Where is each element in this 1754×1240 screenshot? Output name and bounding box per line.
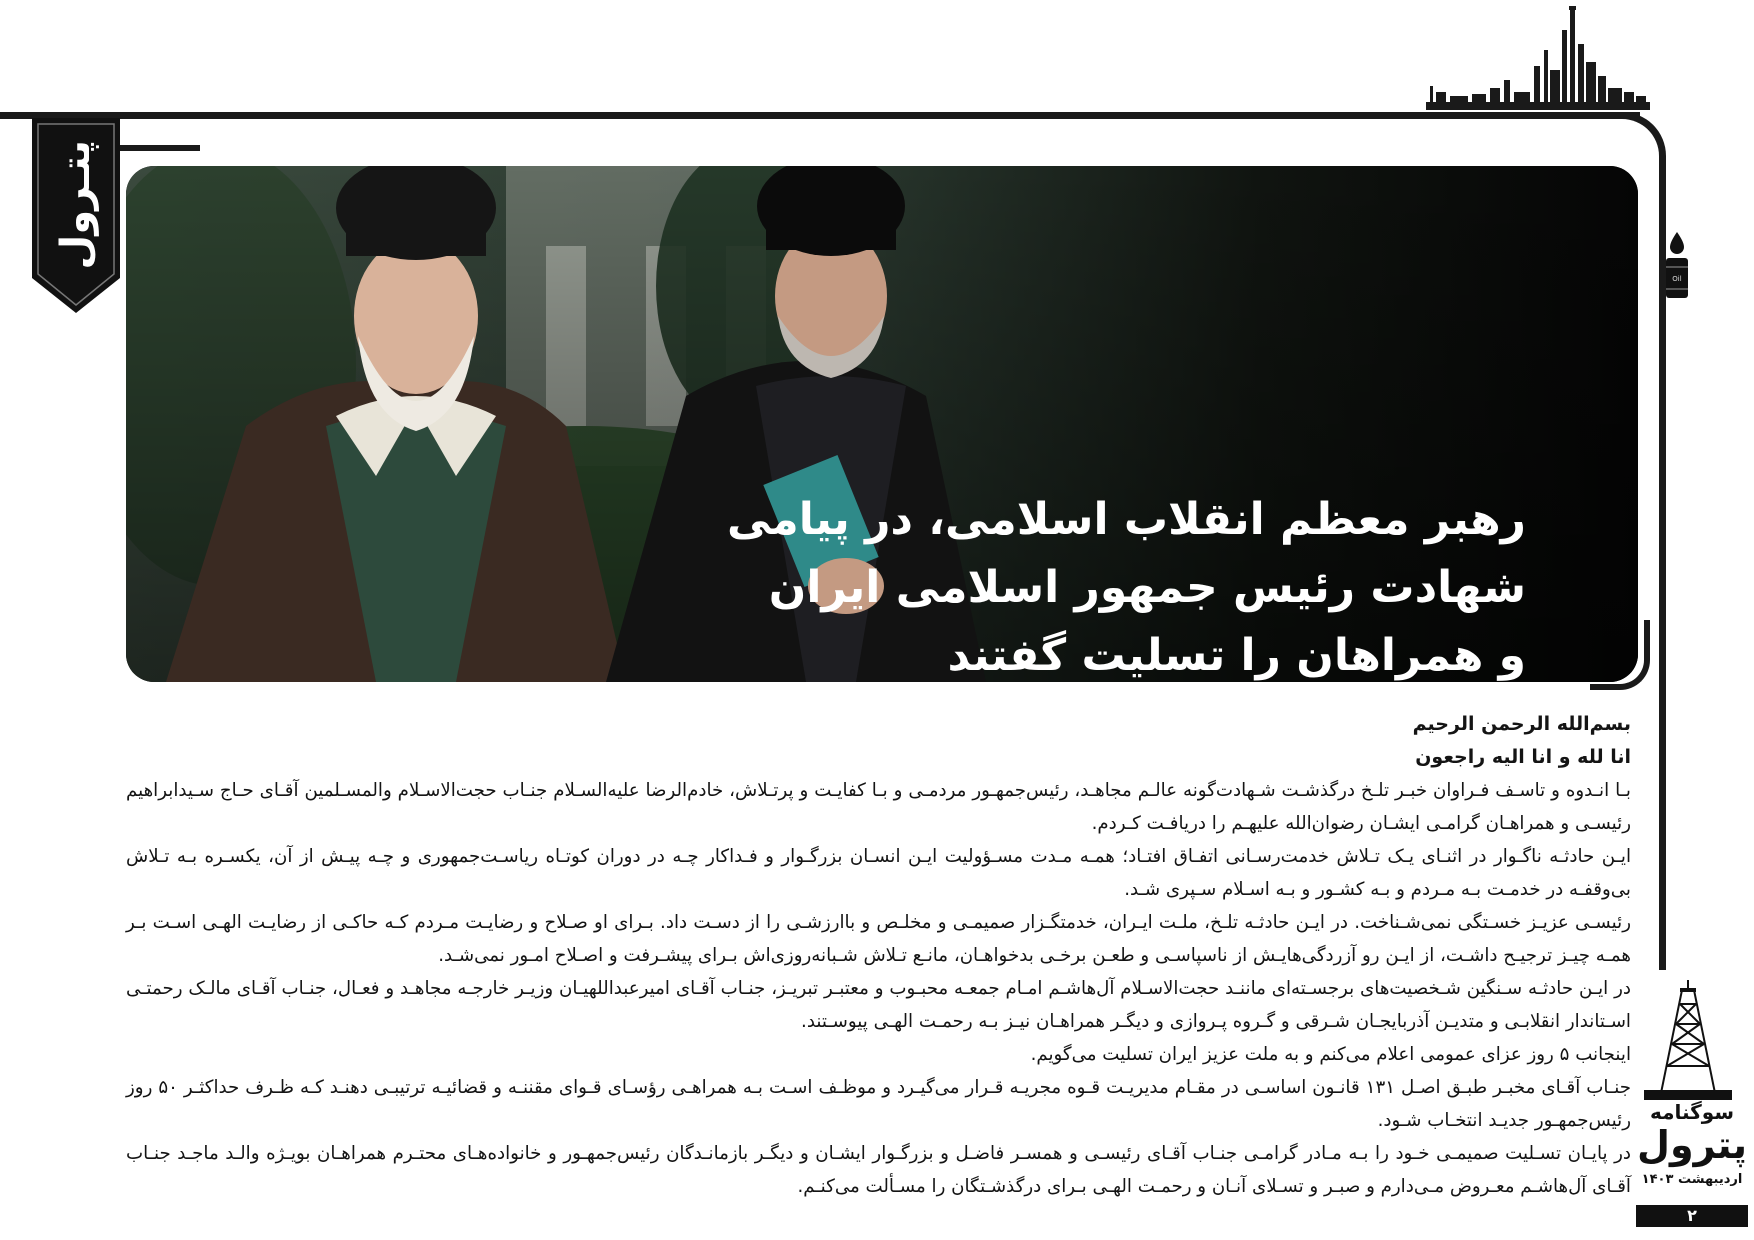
article-paragraph: جنـاب آقـای مخبـر طبـق اصـل ۱۳۱ قانـون اساسـی در مقـام مدیریـت قـوه مجریـه قـرار می‌گیـرد و موظـف اسـت بـه همراهـی رؤسـای قـوای مقننـه و قضائیـه ترتیبـی دهنـد کـه ظـرف حداکثـر ۵۰ روز رئیس‌جمهـور جدیـد انتخـاب شـود. [126,1077,1632,1131]
article-paragraph: ایـن حادثـه ناگـوار در اثنـای یـک تـلاش خدمت‌رسـانی اتفـاق افتـاد؛ همـه مـدت مسـؤولیت ایـن انسـان بزرگـوار و فـداکار چـه در دوران کوتـاه ریاسـت‌جمهوری و چـه پیـش از آن، یکسـره بـه تـلاش بی‌وقفـه در خدمـت بـه مـردم و بـه کشـور و بـه اسـلام سـپری شـد. [126,846,1631,900]
ribbon-title: پتـرول [53,140,99,270]
refinery-skyline-icon [1420,0,1650,116]
article-paragraph: اینجانب ۵ روز عزای عمومی اعلام می‌کنم و به ملت عزیز ایران تسلیت می‌گویم. [1030,1044,1631,1065]
masthead-small-title: سوگنامه [1649,1100,1735,1124]
headline-line-1: رهبر معظم انقلاب اسلامی، در پیامی [726,494,1526,545]
article-paragraph: رئیسـی عزیـز خسـتگی نمی‌شـناخت. در ایـن حادثـه تلـخ، ملـت ایـران، خدمتگـزار صمیمـی و مخلـص و باارزشـی را از دسـت داد. بـرای او صـلاح و رضایـت مـردم کـه حاکـی از رضایـت الهـی اسـت بـر همـه چیـز ترجیـح داشـت، از ایـن رو آزردگی‌هایـش از ناسپاسـی و طعـن برخـی بدخواهـان، مانـع تـلاش شـبانه‌روزی‌اش بـرای پیشـرفت و اصـلاح امـور نمی‌شـد. [126,912,1631,966]
oil-label: Oil [1672,275,1682,283]
article-verse: انا لله و انا الیه راجعون [1415,746,1631,768]
article-opening: بسم‌الله الرحمن الرحیم [1412,713,1631,735]
hero-photo [126,166,1638,682]
headline-line-2: شهادت رئیس جمهور اسلامی ایران [768,562,1526,613]
corner-decoration [120,145,200,151]
page-number: ۲ [1636,1205,1748,1227]
photo-corner-frame [1590,620,1650,690]
article-paragraph: بـا انـدوه و تاسـف فـراوان خبـر تلـخ درگذشـت شـهادت‌گونه عالـم مجاهـد، رئیس‌جمهـور مردمـی و بـا کفایـت و پرتـلاش، خادم‌الرضا علیه‌السـلام جنـاب حجت‌الاسـلام والمسـلمین آقـای حـاج سـیدابراهیم رئیسـی و همراهـان گرامـی ایشـان رضوان‌الله علیهـم را دریافـت کـردم. [126,780,1631,834]
article-paragraph: در پایـان تسـلیت صمیمـی خـود را بـه مـادر گرامـی جنـاب آقـای رئیسـی و همسـر فاضـل و بزرگـوار ایشـان و دیگـر بازمانـدگان رئیس‌جمهـور و خانواده‌هـای محتـرم همراهـان بویـژه والـد ماجـد جنـاب آقـای آل‌هاشـم معـروض مـی‌دارم و صبـر و تسـلای آنـان و رحمـت الهـی بـرای درگذشـتگان را مسـألت می‌کنـم. [126,1143,1631,1197]
frame-top-line [0,112,1640,119]
oil-barrel-icon [1664,232,1690,302]
masthead-big-title: پترول [1636,1123,1747,1167]
headline-line-3: و همراهان را تسلیت گفتند [947,630,1526,681]
oil-derrick-icon [1640,980,1736,1102]
article-body [126,708,1631,1203]
photo-headline [726,486,1526,682]
masthead [1636,1100,1748,1187]
article-paragraph: در ایـن حادثـه سـنگین شـخصیت‌های برجسـته‌ای ماننـد حجت‌الاسـلام آل‌هاشـم امـام جمعـه محبـوب و معتبـر تبریـز، جنـاب آقـای امیرعبداللهیـان وزیـر خارجـه مجاهـد و فعـال، جنـاب آقـای مالـک رحمتـی اسـتاندار انقلابـی و متدیـن آذربایجـان شـرقی و گـروه پـروازی و دیگـر همراهـان نیـز بـه رحمـت الهـی پیوسـتند. [126,978,1631,1032]
issue-date: اردیبهشت ۱۴۰۳ [1641,1172,1743,1187]
